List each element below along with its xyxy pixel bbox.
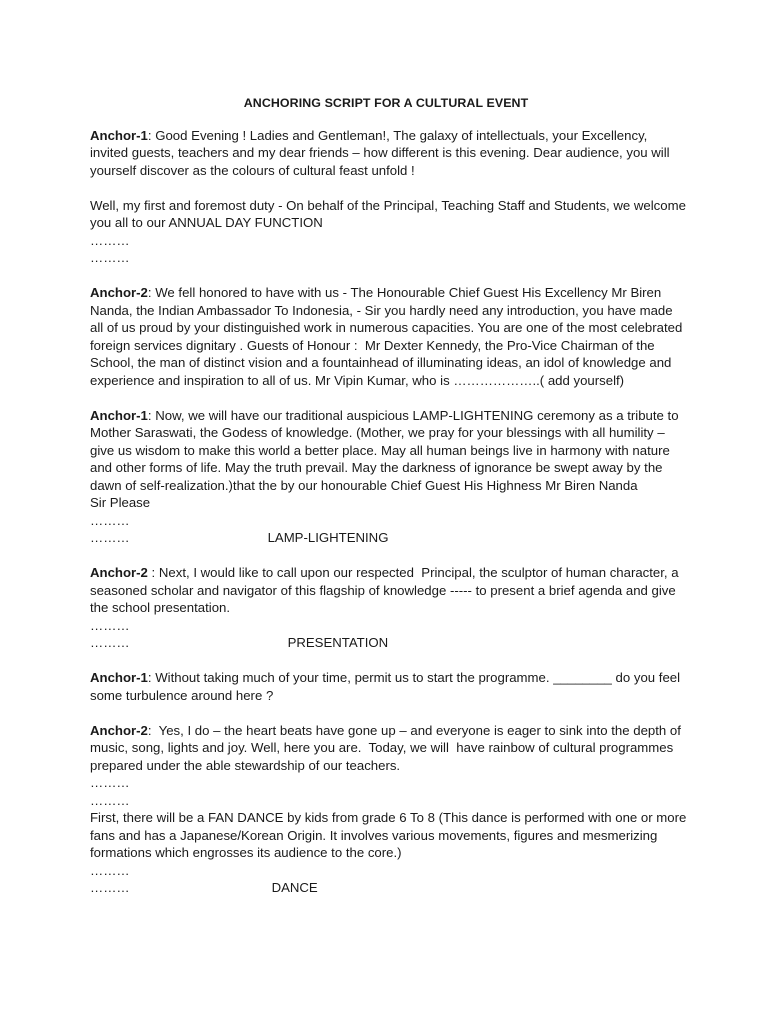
paragraph-anchor2-guests	[90, 284, 688, 389]
cue-presentation: PRESENTATION	[287, 635, 389, 650]
cue-line	[90, 634, 688, 652]
paragraph-fan-dance: First, there will be a FAN DANCE by kids from grade 6 To 8 (This dance is performed with one or more fans and has a Japanese/Korean Origin. It involves various movements, figures and mesmerizing formations which engrosses its audience to the core.)	[90, 810, 691, 860]
dots-line: ………	[90, 512, 130, 528]
dots: ………	[90, 880, 130, 895]
speaker-label: Anchor-1	[90, 670, 148, 685]
speaker-label: Anchor-2	[90, 285, 148, 300]
paragraph-text: : Yes, I do – the heart beats have gone up – and everyone is eager to sink into the depth of music, song, lights and joy. Well, here you are. Today, we will have rainbow of cultural programmes prepared under the able stewardship of our teachers.	[90, 722, 685, 773]
paragraph-anchor1-programme	[90, 669, 688, 704]
paragraph-anchor2-rainbow	[90, 722, 688, 775]
paragraph-anchor2-principal	[90, 564, 688, 617]
dots: ………	[90, 530, 130, 545]
dots-line: ………	[90, 250, 130, 265]
document-title: ANCHORING SCRIPT FOR A CULTURAL EVENT	[243, 96, 529, 110]
sir-please-line: Sir Please	[90, 495, 151, 510]
paragraph-text: : Without taking much of your time, permit us to start the programme. ________ do you feel some turbulence around here ?	[90, 670, 684, 703]
speaker-label: Anchor-1	[90, 127, 148, 143]
dots-line: ………	[90, 617, 130, 633]
cue-lamp-lightening: LAMP-LIGHTENING	[267, 530, 389, 545]
dots-line: ………	[90, 775, 130, 790]
paragraph-text: : Now, we will have our traditional auspicious LAMP-LIGHTENING ceremony as a tribute to Mother Saraswati, the Godess of knowledge. (Mother, we pray for your blessings with all humility – give us wisdom to make this world a better place. May all human beings live in harmony with nature and other forms of life. May the truth prevail. May the darkness of ignorance be swept away by the dawn of self-realization.)that the by our honourable Chief Guest His Highness Mr Biren Nanda	[90, 407, 683, 493]
dots: ………	[90, 635, 130, 650]
dots-line: ………	[90, 232, 130, 248]
paragraph-text: : Next, I would like to call upon our respected Principal, the sculptor of human character, a seasoned scholar and navigator of this flagship of knowledge ----- to present a brief agenda and give the school presentation.	[90, 565, 683, 615]
dots-line: ………	[90, 792, 130, 808]
cue-dance: DANCE	[271, 880, 318, 895]
dots-line: ………	[90, 862, 130, 878]
speaker-label: Anchor-2	[90, 722, 148, 738]
cue-line	[90, 879, 688, 897]
paragraph-text: : Good Evening ! Ladies and Gentleman!, The galaxy of intellectuals, your Excellency, invited guests, teachers and my dear friends – how different is this evening. Dear audience, you will yourself discover as the colours of cultural feast unfold !	[90, 127, 674, 178]
paragraph-first-duty: Well, my first and foremost duty - On behalf of the Principal, Teaching Staff and Students, we welcome you all to our ANNUAL DAY FUNCTION	[90, 197, 690, 230]
speaker-label: Anchor-2	[90, 565, 148, 580]
paragraph-text: : We fell honored to have with us - The Honourable Chief Guest His Excellency Mr Biren Nanda, the Indian Ambassador To Indonesia, - Sir you hardly need any introduction, you have made all of us proud by your distinguished work in numerous capacities. You are one of the most celebrated foreign services dignitary . Guests of Honour : Mr Dexter Kennedy, the Pro-Vice Chairman of the School, the man of distinct vision and a fountainhead of illuminating ideas, an idol of knowledge and experience and inspiration to all of us. Mr Vipin Kumar, who is ………………..( add yourself)	[90, 285, 686, 388]
cue-line	[90, 529, 688, 547]
paragraph-anchor1-lamp	[90, 407, 688, 495]
speaker-label: Anchor-1	[90, 407, 148, 423]
paragraph-anchor1-welcome	[90, 127, 688, 180]
